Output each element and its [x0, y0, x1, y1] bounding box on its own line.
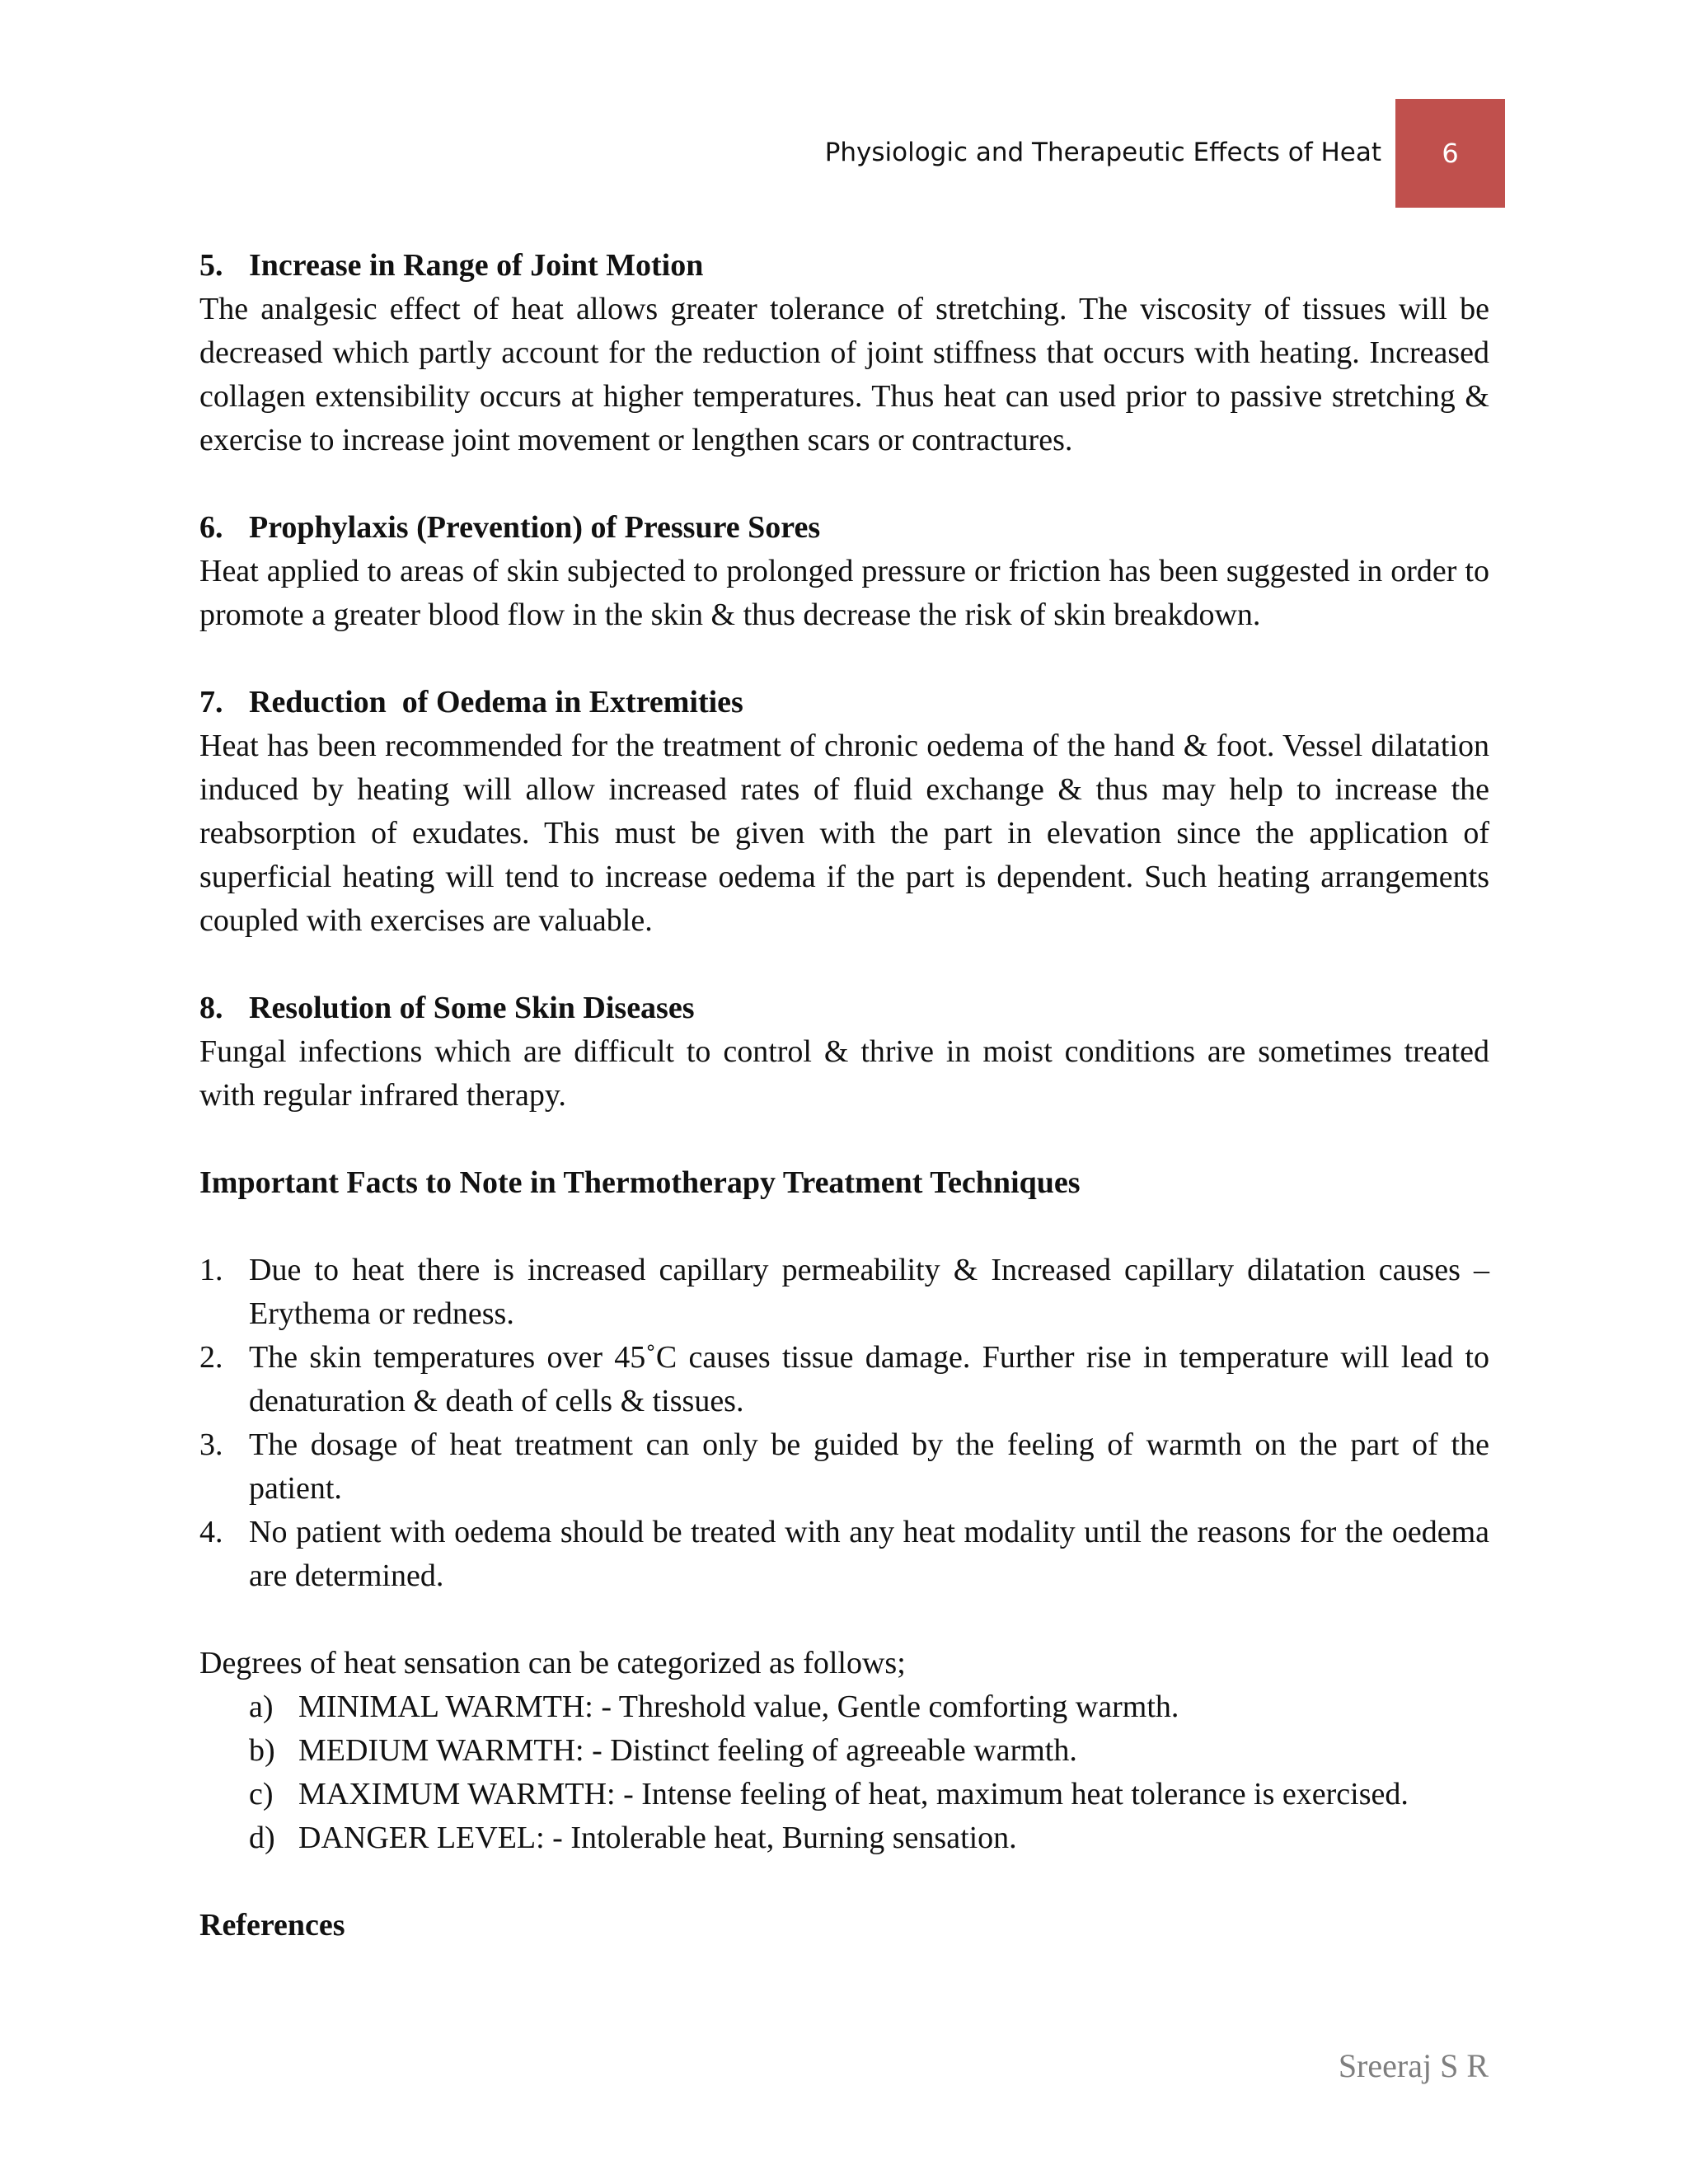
section-number: 6. — [199, 510, 223, 545]
facts-heading: Important Facts to Note in Thermotherapy Treatment Techniques — [199, 1165, 1081, 1200]
page-number: 6 — [1442, 138, 1459, 169]
list-item — [249, 1729, 1489, 1773]
list-item-text: MAXIMUM WARMTH: - Intense feeling of heat, maximum heat tolerance is exercised. — [298, 1777, 1409, 1811]
list-marker: d) — [249, 1821, 275, 1855]
references-heading: References — [199, 1908, 345, 1943]
list-item — [199, 1336, 1489, 1423]
document-body — [199, 244, 1489, 1991]
section-heading — [199, 987, 1489, 1030]
page-number-box — [1395, 99, 1505, 208]
list-item — [249, 1773, 1489, 1816]
list-item-text: MEDIUM WARMTH: - Distinct feeling of agreeable warmth. — [298, 1733, 1077, 1768]
list-item — [199, 1423, 1489, 1511]
list-item-text: No patient with oedema should be treated with any heat modality until the reasons for the oedema are determined. — [249, 1515, 1489, 1593]
section-heading — [199, 506, 1489, 550]
list-marker: 1. — [199, 1253, 223, 1287]
section-skin-diseases — [199, 987, 1489, 1118]
list-item — [199, 1511, 1489, 1598]
list-marker: 3. — [199, 1427, 223, 1462]
section-paragraph: The analgesic effect of heat allows greater tolerance of stretching. The viscosity of tissues will be decreased which partly account for the reduction of joint stiffness that occurs with heating. Increased collagen extensibility occurs at higher temperatures. Thus heat can used prior to passive stretching & exercise to increase joint movement or lengthen scars or contractures. — [199, 292, 1489, 457]
footer-author: Sreeraj S R — [1338, 2047, 1489, 2084]
page-header — [0, 99, 1688, 208]
facts-list — [199, 1249, 1489, 1598]
section-oedema — [199, 681, 1489, 943]
header-title: Physiologic and Therapeutic Effects of Heat — [824, 138, 1381, 167]
list-item-text: DANGER LEVEL: - Intolerable heat, Burning sensation. — [298, 1821, 1017, 1855]
list-marker: 4. — [199, 1515, 223, 1549]
section-title: Prophylaxis (Prevention) of Pressure Sores — [249, 510, 821, 545]
list-item-text: The dosage of heat treatment can only be guided by the feeling of warmth on the part of the patient. — [249, 1427, 1489, 1506]
list-item — [199, 1249, 1489, 1336]
section-paragraph: Heat applied to areas of skin subjected to prolonged pressure or friction has been suggested in order to promote a greater blood flow in the skin & thus decrease the risk of skin breakdown. — [199, 554, 1489, 632]
section-number: 7. — [199, 685, 223, 719]
section-title: Resolution of Some Skin Diseases — [249, 991, 695, 1025]
section-paragraph: Heat has been recommended for the treatment of chronic oedema of the hand & foot. Vessel dilatation induced by heating will allow increased rates of fluid exchange & thus may help to increase the reabsorption of exudates. This must be given with the part in elevation since the application of superficial heating will tend to increase oedema if the part is dependent. Such heating arrangements coupled with exercises are valuable. — [199, 729, 1489, 938]
list-marker: c) — [249, 1777, 274, 1811]
list-item-text: The skin temperatures over 45˚C causes tissue damage. Further rise in temperature will lead to denaturation & death of cells & tissues. — [249, 1340, 1489, 1418]
section-heading — [199, 244, 1489, 288]
list-marker: 2. — [199, 1340, 223, 1375]
section-paragraph: Fungal infections which are difficult to control & thrive in moist conditions are sometimes treated with regular infrared therapy. — [199, 1034, 1489, 1113]
section-pressure-sores — [199, 506, 1489, 637]
list-item-text: MINIMAL WARMTH: - Threshold value, Gentle comforting warmth. — [298, 1690, 1179, 1724]
list-item — [249, 1685, 1489, 1729]
section-heading — [199, 681, 1489, 724]
list-marker: a) — [249, 1690, 274, 1724]
section-number: 5. — [199, 248, 223, 283]
list-item — [249, 1816, 1489, 1860]
section-range-of-motion — [199, 244, 1489, 462]
section-title: Increase in Range of Joint Motion — [249, 248, 704, 283]
degrees-list — [199, 1685, 1489, 1860]
section-title: Reduction of Oedema in Extremities — [249, 685, 743, 719]
list-marker: b) — [249, 1733, 275, 1768]
section-number: 8. — [199, 991, 223, 1025]
list-item-text: Due to heat there is increased capillary permeability & Increased capillary dilatation causes – Erythema or redness. — [249, 1253, 1489, 1331]
degrees-intro: Degrees of heat sensation can be categorized as follows; — [199, 1646, 906, 1680]
